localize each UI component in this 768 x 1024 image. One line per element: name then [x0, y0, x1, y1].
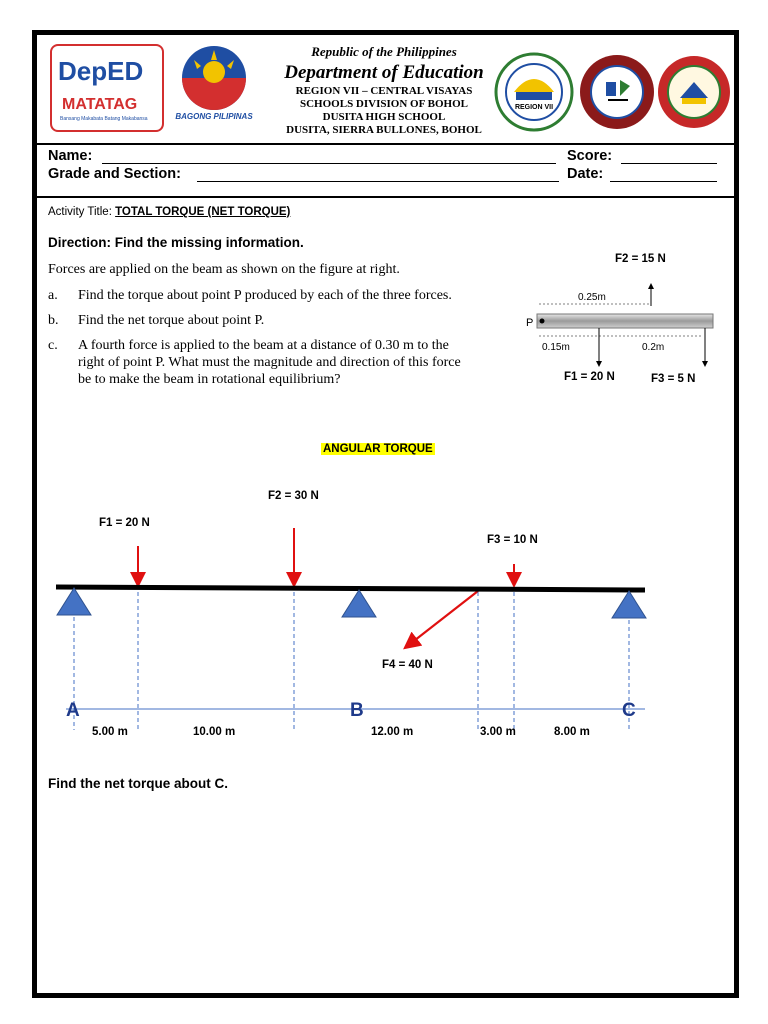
f4-arrow	[410, 591, 478, 644]
support-c	[612, 591, 646, 618]
question-text: Find the net torque about C.	[48, 776, 228, 791]
activity-label: Activity Title:	[48, 206, 112, 218]
deped-wordmark: DepED	[58, 56, 144, 86]
dim-ab2: 10.00 m	[193, 726, 236, 738]
division-seal	[578, 52, 656, 132]
support-a	[57, 588, 91, 615]
point-c-label: C	[622, 700, 636, 721]
torque-diagram	[0, 480, 768, 750]
item-letter: b.	[48, 313, 59, 328]
republic-line: Republic of the Philippines	[311, 44, 457, 59]
header-line: SCHOOLS DIVISION OF BOHOL	[300, 98, 468, 110]
support-b	[342, 590, 376, 617]
item-text: Find the torque about point P produced by each of the three forces.	[78, 288, 452, 303]
section-title: ANGULAR TORQUE	[323, 443, 433, 455]
department-title: Department of Education	[284, 62, 484, 83]
header-line: DUSITA, SIERRA BULLONES, BOHOL	[286, 124, 482, 136]
fig1-f2-label: F2 = 15 N	[615, 253, 666, 265]
f4-label: F4 = 40 N	[382, 659, 433, 671]
item-letter: c.	[48, 338, 58, 353]
f2-label: F2 = 30 N	[268, 490, 319, 502]
answer-area[interactable]	[48, 800, 718, 975]
region-vii-seal	[494, 52, 574, 132]
fig1-f1-label: F1 = 20 N	[564, 371, 615, 383]
problem-intro: Forces are applied on the beam as shown on the figure at right.	[48, 262, 400, 277]
item-text: A fourth force is applied to the beam at a distance of 0.30 m to the	[78, 338, 449, 353]
matatag-wordmark: MATATAG	[62, 96, 138, 113]
bagong-pilipinas-emblem	[168, 42, 260, 112]
dusita-high-school-seal	[656, 52, 732, 132]
name-blank[interactable]	[102, 163, 556, 164]
bagong-pilipinas-text: BAGONG PILIPINAS	[175, 112, 253, 121]
matatag-tagline: Bansang Makabata Batang Makabansa	[60, 116, 148, 122]
item-text: Find the net torque about point P.	[78, 313, 265, 328]
fig1-d1-label: 0.25m	[578, 292, 606, 303]
f3-label: F3 = 10 N	[487, 534, 538, 546]
header-rule	[37, 143, 734, 145]
beam-figure-small	[520, 244, 720, 394]
dim-f3c: 8.00 m	[554, 726, 590, 738]
point-b-label: B	[350, 700, 364, 721]
date-label: Date:	[567, 166, 604, 182]
direction-text: Direction: Find the missing information.	[48, 235, 304, 250]
region-seal-label: REGION VII	[514, 104, 554, 111]
point-a-label: A	[66, 700, 80, 721]
item-text: be to make the beam in rotational equilibrium?	[78, 372, 341, 387]
date-blank[interactable]	[610, 181, 717, 182]
name-label: Name:	[48, 148, 93, 164]
dim-f4f3: 3.00 m	[480, 726, 516, 738]
fig1-d2-label: 0.15m	[542, 342, 570, 353]
header-line: DUSITA HIGH SCHOOL	[322, 111, 446, 123]
fig1-pivot-dot	[540, 319, 545, 324]
activity-title-row	[48, 206, 290, 218]
header-line: REGION VII – CENTRAL VISAYAS	[295, 85, 473, 97]
grade-section-blank[interactable]	[197, 181, 559, 182]
dim-ab1: 5.00 m	[92, 726, 128, 738]
bagong-pilipinas-logo	[168, 42, 260, 126]
fig1-beam	[537, 314, 713, 328]
fig1-point-p: P	[526, 317, 534, 329]
score-label: Score:	[567, 148, 613, 164]
score-blank[interactable]	[621, 163, 717, 164]
main-beam	[56, 587, 645, 590]
activity-title: TOTAL TORQUE (NET TORQUE)	[115, 206, 291, 218]
item-letter: a.	[48, 288, 58, 303]
fig1-d3-label: 0.2m	[642, 342, 665, 353]
fig1-f3-label: F3 = 5 N	[651, 373, 696, 385]
deped-logo	[50, 44, 164, 132]
grade-section-label: Grade and Section:	[48, 166, 181, 182]
item-text: right of point P. What must the magnitude and direction of this force	[78, 355, 461, 370]
f1-label: F1 = 20 N	[99, 517, 150, 529]
fields-rule	[37, 196, 734, 198]
dim-bf4: 12.00 m	[371, 726, 414, 738]
